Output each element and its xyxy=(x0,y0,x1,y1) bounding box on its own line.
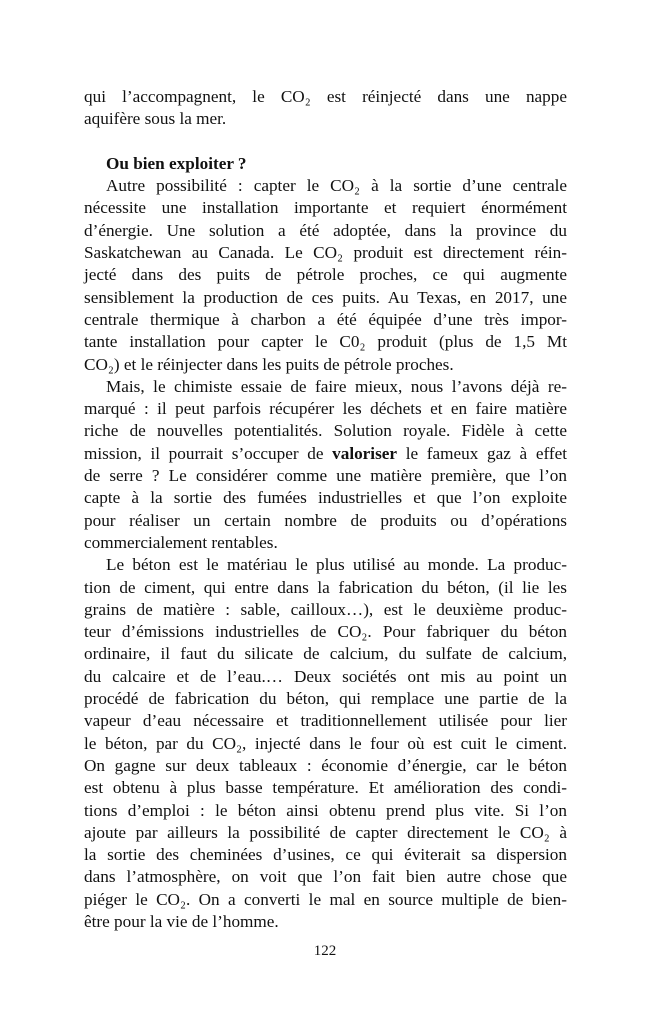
body-text xyxy=(84,86,567,933)
text-line: du calcaire et de l’eau.… Deux sociétés ont mis au point un xyxy=(84,666,567,686)
text-fragment: le fameux gaz à effet xyxy=(397,443,567,463)
text-line: de serre ? Le considérer comme une matière première, que l’on xyxy=(84,466,567,486)
text-line: Mais, le chimiste essaie de faire mieux, nous l’avons déjà re- xyxy=(106,376,567,396)
text-line: grains de matière : sable, cailloux…), est le deuxième produc- xyxy=(84,599,567,619)
text-line: tion de ciment, qui entre dans la fabrication du béton, (il lie les xyxy=(84,577,567,597)
text-line: CO₂) et le réinjecter dans les puits de pétrole proches. xyxy=(84,354,454,374)
text-line: aquifère sous la mer. xyxy=(84,109,227,129)
text-line: qui l’accompagnent, le CO₂ est réinjecté dans une nappe xyxy=(84,87,567,106)
text-line: sensiblement la production de ces puits. Au Texas, en 2017, une xyxy=(84,287,567,307)
text-line: marqué : il peut parfois récupérer les déchets et en faire matière xyxy=(84,399,567,419)
emphasized-word: valoriser xyxy=(332,443,398,463)
text-line: commercialement rentables. xyxy=(84,532,278,552)
text-line: teur d’émissions industrielles de CO₂. Pour fabriquer du béton xyxy=(84,622,567,642)
paragraph-spacer xyxy=(84,131,567,153)
text-line-with-emphasis xyxy=(84,443,567,465)
text-line: capte à la sortie des fumées industrielles et que l’on exploite xyxy=(84,488,567,508)
text-line: Saskatchewan au Canada. Le CO₂ produit est directement réin- xyxy=(84,243,567,263)
text-line: dans l’atmosphère, on voit que l’on fait bien autre chose que xyxy=(84,867,567,887)
text-line: tante installation pour capter le C0₂ produit (plus de 1,5 Mt xyxy=(84,332,567,352)
section-heading: Ou bien exploiter ? xyxy=(106,153,247,173)
text-line: Le béton est le matériau le plus utilisé au monde. La produc- xyxy=(106,555,567,575)
text-line: jecté dans des puits de pétrole proches, ce qui augmente xyxy=(84,265,567,285)
text-line: On gagne sur deux tableaux : économie d’énergie, car le béton xyxy=(84,755,567,775)
text-line: le béton, par du CO₂, injecté dans le four où est cuit le ciment. xyxy=(84,733,567,753)
text-line: tions d’emploi : le béton ainsi obtenu prend plus vite. Si l’on xyxy=(84,800,567,820)
text-line: pour réaliser un certain nombre de produits ou d’opérations xyxy=(84,510,567,530)
text-line: riche de nouvelles potentialités. Solution royale. Fidèle à cette xyxy=(84,421,567,441)
text-line: centrale thermique à charbon a été équipée d’une très impor- xyxy=(84,309,567,329)
text-fragment: mission, il pourrait s’occuper de xyxy=(84,443,333,463)
text-line: est obtenu à plus basse température. Et amélioration des condi- xyxy=(84,778,567,798)
text-line: d’énergie. Une solution a été adoptée, dans la province du xyxy=(84,220,567,240)
text-line: ajoute par ailleurs la possibilité de capter directement le CO₂ à xyxy=(84,822,567,842)
text-line: ordinaire, il faut du silicate de calcium, du sulfate de calcium, xyxy=(84,644,567,664)
text-line: Autre possibilité : capter le CO₂ à la sortie d’une centrale xyxy=(106,176,567,196)
text-line: vapeur d’eau nécessaire et traditionnellement utilisée pour lier xyxy=(84,711,567,731)
text-line: nécessite une installation importante et requiert énormément xyxy=(84,198,567,218)
page-number: 122 xyxy=(313,943,337,959)
text-line: la sortie des cheminées d’usines, ce qui éviterait sa dispersion xyxy=(84,845,567,865)
text-line: piéger le CO₂. On a converti le mal en source multiple de bien- xyxy=(84,889,567,909)
text-line: procédé de fabrication du béton, qui remplace une partie de la xyxy=(84,689,567,709)
text-line: être pour la vie de l’homme. xyxy=(84,911,279,931)
